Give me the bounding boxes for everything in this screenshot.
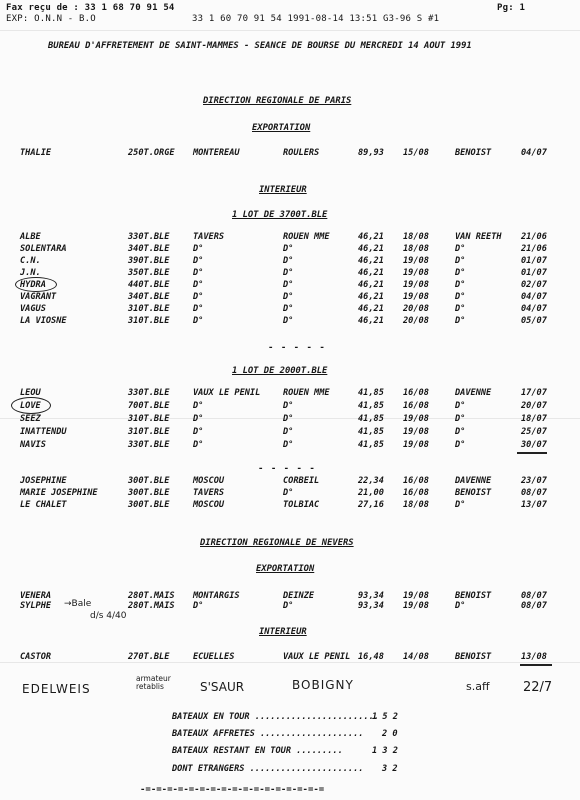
cell-destination: DEINZE — [283, 591, 315, 601]
cell-broker: D° — [455, 292, 466, 302]
handwritten-edelweiss: EDELWEIS — [22, 682, 91, 696]
table-row — [0, 256, 580, 267]
cell-available: 18/07 — [521, 414, 547, 424]
summary-value: 2 0 — [382, 729, 398, 739]
cell-date: 16/08 — [403, 401, 429, 411]
cell-date: 19/08 — [403, 440, 429, 450]
cell-boat: J.N. — [20, 268, 41, 278]
cell-cargo: 350T.BLE — [128, 268, 170, 278]
summary-label: DONT ETRANGERS ...................... — [172, 764, 364, 774]
cell-broker: DAVENNE — [455, 476, 492, 486]
cell-boat: NAVIS — [20, 440, 46, 450]
cell-cargo: 250T.ORGE — [128, 148, 175, 158]
heading-lot-3700: 1 LOT DE 3700T.BLE — [232, 210, 328, 220]
cell-destination: D° — [283, 244, 294, 254]
table-row — [0, 652, 580, 663]
cell-cargo: 390T.BLE — [128, 256, 170, 266]
cell-destination: D° — [283, 488, 294, 498]
cell-date: 19/08 — [403, 280, 429, 290]
handwritten-circle-hydra — [15, 277, 57, 292]
cell-available: 08/07 — [521, 591, 547, 601]
cell-origin: MONTEREAU — [193, 148, 240, 158]
cell-boat: ALBE — [20, 232, 41, 242]
cell-broker: D° — [455, 414, 466, 424]
summary-value: 1 5 2 — [372, 712, 398, 722]
cell-origin: D° — [193, 414, 204, 424]
heading-exportation: EXPORTATION — [252, 123, 311, 133]
cell-broker: DAVENNE — [455, 388, 492, 398]
cell-price: 46,21 — [358, 256, 384, 266]
table-row — [0, 500, 580, 511]
cell-date: 20/08 — [403, 304, 429, 314]
cell-cargo: 310T.BLE — [128, 316, 170, 326]
cell-origin: D° — [193, 280, 204, 290]
cell-broker: D° — [455, 316, 466, 326]
cell-cargo: 270T.BLE — [128, 652, 170, 662]
cell-price: 93,34 — [358, 601, 384, 611]
cell-available: 04/07 — [521, 292, 547, 302]
heading-lot-2000: 1 LOT DE 2000T.BLE — [232, 366, 328, 376]
footer-rule: -=-=-=-=-=-=-=-=-=-=-=-=-=-=-=-=-= — [140, 785, 325, 795]
cell-origin: D° — [193, 304, 204, 314]
cell-date: 18/08 — [403, 244, 429, 254]
cell-boat: LEOU — [20, 388, 41, 398]
cell-origin: D° — [193, 316, 204, 326]
cell-available: 20/07 — [521, 401, 547, 411]
cell-destination: D° — [283, 268, 294, 278]
cell-boat: MARIE JOSEPHINE — [20, 488, 98, 498]
cell-date: 14/08 — [403, 652, 429, 662]
cell-price: 41,85 — [358, 427, 384, 437]
cell-price: 46,21 — [358, 292, 384, 302]
cell-broker: D° — [455, 280, 466, 290]
cell-destination: D° — [283, 280, 294, 290]
fax-received-from: Fax reçu de : 33 1 68 70 91 54 — [6, 3, 175, 13]
table-row — [0, 401, 580, 412]
cell-broker: D° — [455, 500, 466, 510]
cell-cargo: 340T.BLE — [128, 292, 170, 302]
cell-boat: SOLENTARA — [20, 244, 67, 254]
cell-cargo: 300T.BLE — [128, 488, 170, 498]
cell-date: 15/08 — [403, 148, 429, 158]
cell-date: 19/08 — [403, 268, 429, 278]
heading-direction-nevers: DIRECTION REGIONALE DE NEVERS — [200, 538, 354, 548]
cell-cargo: 280T.MAIS — [128, 591, 175, 601]
handwritten-saff: s.aff — [466, 680, 490, 693]
cell-destination: ROUEN MME — [283, 232, 330, 242]
table-row — [0, 268, 580, 279]
cell-price: 93,34 — [358, 591, 384, 601]
cell-available: 25/07 — [521, 427, 547, 437]
summary-value: 3 2 — [382, 764, 398, 774]
cell-origin: D° — [193, 244, 204, 254]
cell-cargo: 700T.BLE — [128, 401, 170, 411]
cell-broker: D° — [455, 268, 466, 278]
cell-destination: D° — [283, 414, 294, 424]
handwritten-circle-love — [11, 397, 51, 414]
table-row — [0, 316, 580, 327]
summary-value: 1 3 2 — [372, 746, 398, 756]
cell-origin: MONTARGIS — [193, 591, 240, 601]
fax-sender: EXP: O.N.N - B.O — [6, 14, 96, 24]
cell-origin: VAUX LE PENIL — [193, 388, 261, 398]
cell-broker: BENOIST — [455, 591, 492, 601]
cell-origin: ECUELLES — [193, 652, 235, 662]
cell-date: 16/08 — [403, 488, 429, 498]
cell-boat: INATTENDU — [20, 427, 67, 437]
cell-date: 19/08 — [403, 601, 429, 611]
table-row — [0, 440, 580, 451]
cell-available: 01/07 — [521, 256, 547, 266]
cell-broker: D° — [455, 244, 466, 254]
summary-label: BATEAUX RESTANT EN TOUR ......... — [172, 746, 343, 756]
cell-destination: ROUEN MME — [283, 388, 330, 398]
cell-destination: D° — [283, 256, 294, 266]
handwritten-bobigny: BOBIGNY — [292, 678, 354, 692]
cell-boat: LE CHALET — [20, 500, 67, 510]
heading-interieur-nevers: INTERIEUR — [259, 627, 307, 637]
handwritten-note-ds: d/s 4/40 — [90, 611, 127, 621]
cell-cargo: 310T.BLE — [128, 304, 170, 314]
cell-broker: D° — [455, 440, 466, 450]
cell-cargo: 300T.BLE — [128, 476, 170, 486]
table-row — [0, 427, 580, 438]
cell-date: 19/08 — [403, 292, 429, 302]
cell-destination: D° — [283, 304, 294, 314]
cell-cargo: 440T.BLE — [128, 280, 170, 290]
heading-interieur: INTERIEUR — [259, 185, 307, 195]
cell-destination: D° — [283, 292, 294, 302]
handwritten-date: 22/7 — [523, 680, 553, 695]
cell-origin: D° — [193, 256, 204, 266]
cell-price: 41,85 — [358, 440, 384, 450]
cell-origin: MOSCOU — [193, 476, 225, 486]
cell-origin: D° — [193, 601, 204, 611]
cell-origin: D° — [193, 292, 204, 302]
cell-boat: LA VIOSNE — [20, 316, 67, 326]
table-row — [0, 148, 580, 159]
cell-available: 08/07 — [521, 601, 547, 611]
cell-price: 46,21 — [358, 232, 384, 242]
cell-destination: CORBEIL — [283, 476, 320, 486]
cell-date: 19/08 — [403, 427, 429, 437]
cell-date: 18/08 — [403, 232, 429, 242]
cell-price: 27,16 — [358, 500, 384, 510]
cell-price: 22,34 — [358, 476, 384, 486]
cell-date: 16/08 — [403, 388, 429, 398]
cell-destination: VAUX LE PENIL — [283, 652, 351, 662]
cell-destination: D° — [283, 601, 294, 611]
cell-boat: VENERA — [20, 591, 52, 601]
table-row — [0, 232, 580, 243]
heading-exportation-nevers: EXPORTATION — [256, 564, 315, 574]
heading-direction-paris: DIRECTION REGIONALE DE PARIS — [203, 96, 352, 106]
cell-origin: D° — [193, 268, 204, 278]
handwritten-underline — [520, 664, 552, 666]
cell-available: 21/06 — [521, 244, 547, 254]
cell-boat: THALIE — [20, 148, 52, 158]
fax-transmission-info: 33 1 60 70 91 54 1991-08-14 13:51 G3-96 S #1 — [192, 14, 440, 24]
cell-available: 04/07 — [521, 304, 547, 314]
separator: - - - - - — [268, 343, 326, 353]
document-title: BUREAU D'AFFRETEMENT DE SAINT-MAMMES - SEANCE DE BOURSE DU MERCREDI 14 AOUT 1991 — [48, 41, 472, 51]
cell-price: 21,00 — [358, 488, 384, 498]
handwritten-ssaur: S'SAUR — [200, 680, 245, 694]
cell-price: 41,85 — [358, 414, 384, 424]
table-row — [0, 304, 580, 315]
cell-cargo: 300T.BLE — [128, 500, 170, 510]
cell-origin: MOSCOU — [193, 500, 225, 510]
cell-broker: BENOIST — [455, 488, 492, 498]
cell-date: 19/08 — [403, 256, 429, 266]
table-row — [0, 280, 580, 291]
cell-available: 30/07 — [521, 440, 547, 450]
cell-date: 19/08 — [403, 591, 429, 601]
cell-date: 18/08 — [403, 500, 429, 510]
cell-origin: D° — [193, 440, 204, 450]
cell-cargo: 310T.BLE — [128, 414, 170, 424]
separator: - - - - - — [258, 464, 316, 474]
cell-boat: CASTOR — [20, 652, 52, 662]
cell-broker: BENOIST — [455, 652, 492, 662]
cell-available: 08/07 — [521, 488, 547, 498]
cell-boat: LOVE — [20, 401, 41, 411]
fax-page-number: Pg: 1 — [497, 3, 526, 13]
cell-destination: D° — [283, 401, 294, 411]
cell-available: 23/07 — [521, 476, 547, 486]
cell-broker: VAN REETH — [455, 232, 502, 242]
summary-label: BATEAUX AFFRETES .................... — [172, 729, 364, 739]
cell-cargo: 340T.BLE — [128, 244, 170, 254]
cell-origin: D° — [193, 401, 204, 411]
cell-broker: D° — [455, 304, 466, 314]
cell-date: 16/08 — [403, 476, 429, 486]
cell-broker: D° — [455, 601, 466, 611]
cell-origin: TAVERS — [193, 488, 225, 498]
cell-boat: SYLPHE — [20, 601, 52, 611]
cell-boat: JOSEPHINE — [20, 476, 67, 486]
handwritten-underline — [517, 452, 547, 454]
cell-price: 46,21 — [358, 304, 384, 314]
cell-price: 46,21 — [358, 268, 384, 278]
cell-date: 20/08 — [403, 316, 429, 326]
cell-destination: D° — [283, 440, 294, 450]
cell-destination: ROULERS — [283, 148, 320, 158]
cell-broker: D° — [455, 256, 466, 266]
cell-price: 46,21 — [358, 316, 384, 326]
cell-available: 13/08 — [521, 652, 547, 662]
cell-price: 16,48 — [358, 652, 384, 662]
cell-price: 89,93 — [358, 148, 384, 158]
cell-price: 46,21 — [358, 280, 384, 290]
cell-boat: VAGUS — [20, 304, 46, 314]
cell-available: 04/07 — [521, 148, 547, 158]
table-row — [0, 292, 580, 303]
table-row — [0, 244, 580, 255]
cell-boat: SEEZ — [20, 414, 41, 424]
cell-origin: D° — [193, 427, 204, 437]
cell-origin: TAVERS — [193, 232, 225, 242]
cell-cargo: 310T.BLE — [128, 427, 170, 437]
cell-price: 41,85 — [358, 388, 384, 398]
table-row — [0, 488, 580, 499]
cell-date: 19/08 — [403, 414, 429, 424]
cell-cargo: 330T.BLE — [128, 440, 170, 450]
cell-cargo: 280T.MAIS — [128, 601, 175, 611]
cell-available: 13/07 — [521, 500, 547, 510]
cell-broker: D° — [455, 401, 466, 411]
cell-available: 21/06 — [521, 232, 547, 242]
cell-boat: HYDRA — [20, 280, 46, 290]
cell-price: 46,21 — [358, 244, 384, 254]
cell-cargo: 330T.BLE — [128, 388, 170, 398]
cell-boat: C.N. — [20, 256, 41, 266]
cell-destination: D° — [283, 427, 294, 437]
cell-available: 02/07 — [521, 280, 547, 290]
handwritten-note-bale: →Bale — [64, 599, 92, 609]
cell-destination: D° — [283, 316, 294, 326]
cell-available: 05/07 — [521, 316, 547, 326]
cell-available: 01/07 — [521, 268, 547, 278]
handwritten-bale-text: Bale — [71, 599, 92, 609]
cell-destination: TOLBIAC — [283, 500, 320, 510]
table-row — [0, 388, 580, 399]
cell-boat: VAGRANT — [20, 292, 57, 302]
summary-label: BATEAUX EN TOUR ........................ — [172, 712, 379, 722]
cell-broker: BENOIST — [455, 148, 492, 158]
cell-cargo: 330T.BLE — [128, 232, 170, 242]
cell-price: 41,85 — [358, 401, 384, 411]
cell-available: 17/07 — [521, 388, 547, 398]
scan-line — [0, 30, 580, 31]
table-row — [0, 476, 580, 487]
handwritten-armateur-note: armateur retablis — [136, 674, 171, 691]
cell-broker: D° — [455, 427, 466, 437]
table-row — [0, 414, 580, 425]
